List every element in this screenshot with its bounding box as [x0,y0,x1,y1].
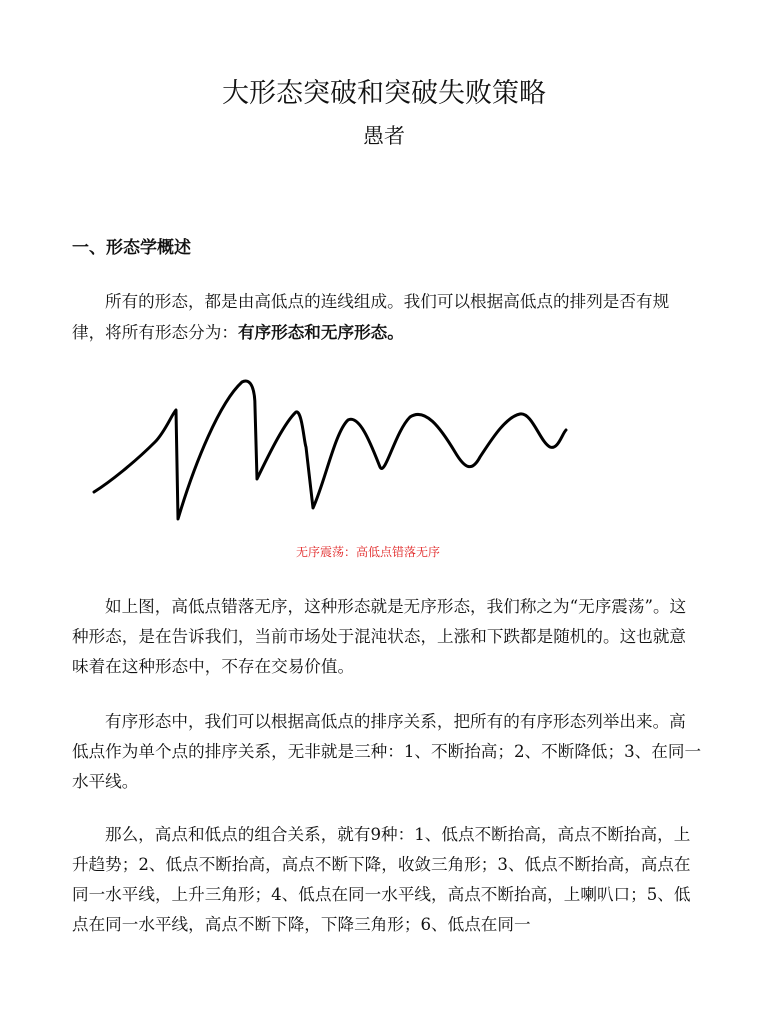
price-line [94,381,566,519]
paragraph-explanation: 如上图，高低点错落无序，这种形态就是无序形态，我们称之为“无序震荡”。这种形态，是在告诉我们，当前市场处于混沌状态，上涨和下跌都是随机的。这也就意味着在这种形态中，不存在交易价值。 [72,597,687,676]
figure-caption: 无序震荡：高低点错落无序 [295,545,440,559]
section-heading: 一、形态学概述 [72,238,191,258]
paragraph-intro [72,287,702,348]
paragraph-combinations: 那么，高点和低点的组合关系，就有9种：1、低点不断抬高，高点不断抬高，上升趋势；2、低点不断抬高，高点不断下降，收敛三角形；3、低点不断抬高，高点在同一水平线，上升三角形；4、低点在同一水平线，高点不断抬高，上喇叭口；5、低点在同一水平线，高点不断下降，下降三角形；6、低点在同一 [72,825,691,934]
paragraph-intro-emphasis: 有序形态和无序形态。 [237,322,404,342]
paragraph-intro-text: 所有的形态，都是由高低点的连线组成。我们可以根据高低点的排列是否有规律，将所有形态分为： [72,292,670,342]
document-author: 愚者 [363,124,405,148]
document-title: 大形态突破和突破失败策略 [222,78,546,109]
paragraph-ordered: 有序形态中，我们可以根据高低点的排序关系，把所有的有序形态列举出来。高低点作为单个点的排序关系，无非就是三种：1、不断抬高；2、不断降低；3、在同一水平线。 [72,712,702,791]
chaotic-oscillation-figure [80,372,580,532]
